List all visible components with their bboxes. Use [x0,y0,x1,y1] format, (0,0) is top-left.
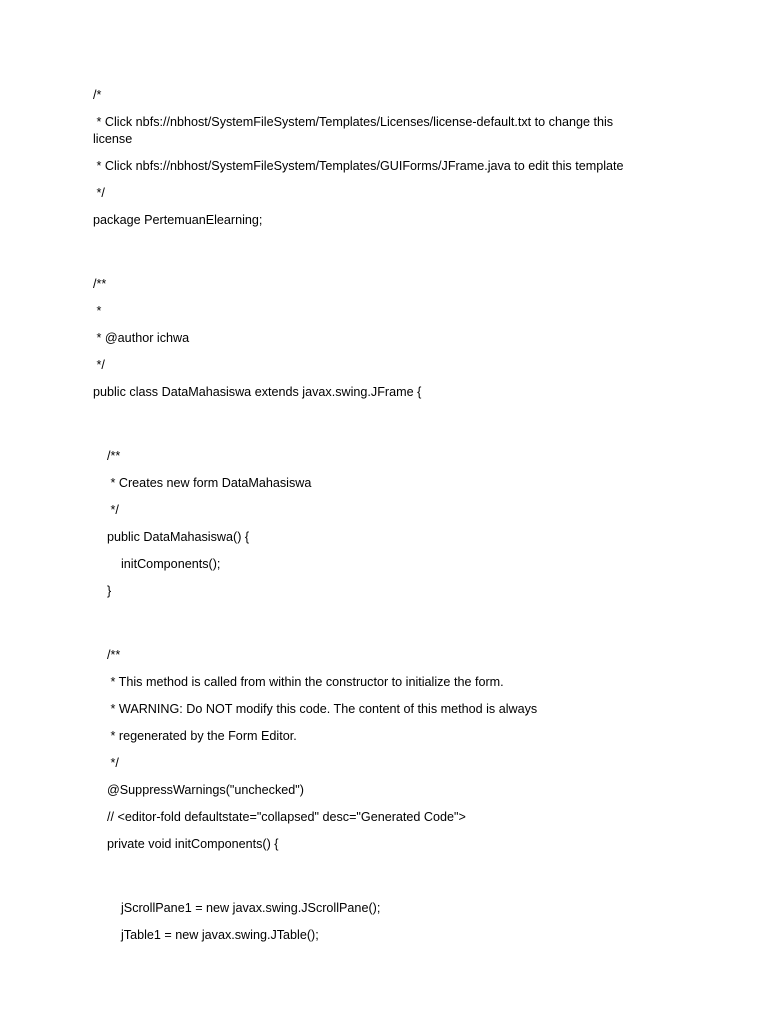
code-line: jTable1 = new javax.swing.JTable(); [93,928,319,942]
code-text-block [93,87,653,954]
code-line: */ [93,358,105,372]
blank-line [93,863,653,880]
code-line: @SuppressWarnings("unchecked") [93,783,304,797]
code-line: */ [93,186,105,200]
code-line: } [93,584,112,598]
code-line: public class DataMahasiswa extends javax.swing.JFrame { [93,385,422,399]
code-line: jScrollPane1 = new javax.swing.JScrollPane(); [93,901,381,915]
code-line: * This method is called from within the constructor to initialize the form. [93,675,504,689]
code-line: * Click nbfs://nbhost/SystemFileSystem/Templates/GUIForms/JFrame.java to edit this template [93,159,624,173]
code-line: initComponents(); [93,557,221,571]
code-line: /* [93,88,102,102]
code-line: */ [93,756,119,770]
code-line: package PertemuanElearning; [93,213,263,227]
blank-line [93,610,653,627]
code-line: /** [93,449,121,463]
code-line: /** [93,277,107,291]
blank-line [93,239,653,256]
code-line: private void initComponents() { [93,837,279,851]
code-line: * Creates new form DataMahasiswa [93,476,312,490]
code-line: * @author ichwa [93,331,190,345]
code-line: // <editor-fold defaultstate="collapsed" desc="Generated Code"> [93,810,466,824]
blank-line [93,411,653,428]
code-line: * Click nbfs://nbhost/SystemFileSystem/Templates/Licenses/license-default.txt to change this license [93,115,617,146]
code-line: * [93,304,102,318]
code-line: public DataMahasiswa() { [93,530,250,544]
code-line: * regenerated by the Form Editor. [93,729,297,743]
code-line: * WARNING: Do NOT modify this code. The content of this method is always [93,702,538,716]
code-line: /** [93,648,121,662]
code-line: */ [93,503,119,517]
